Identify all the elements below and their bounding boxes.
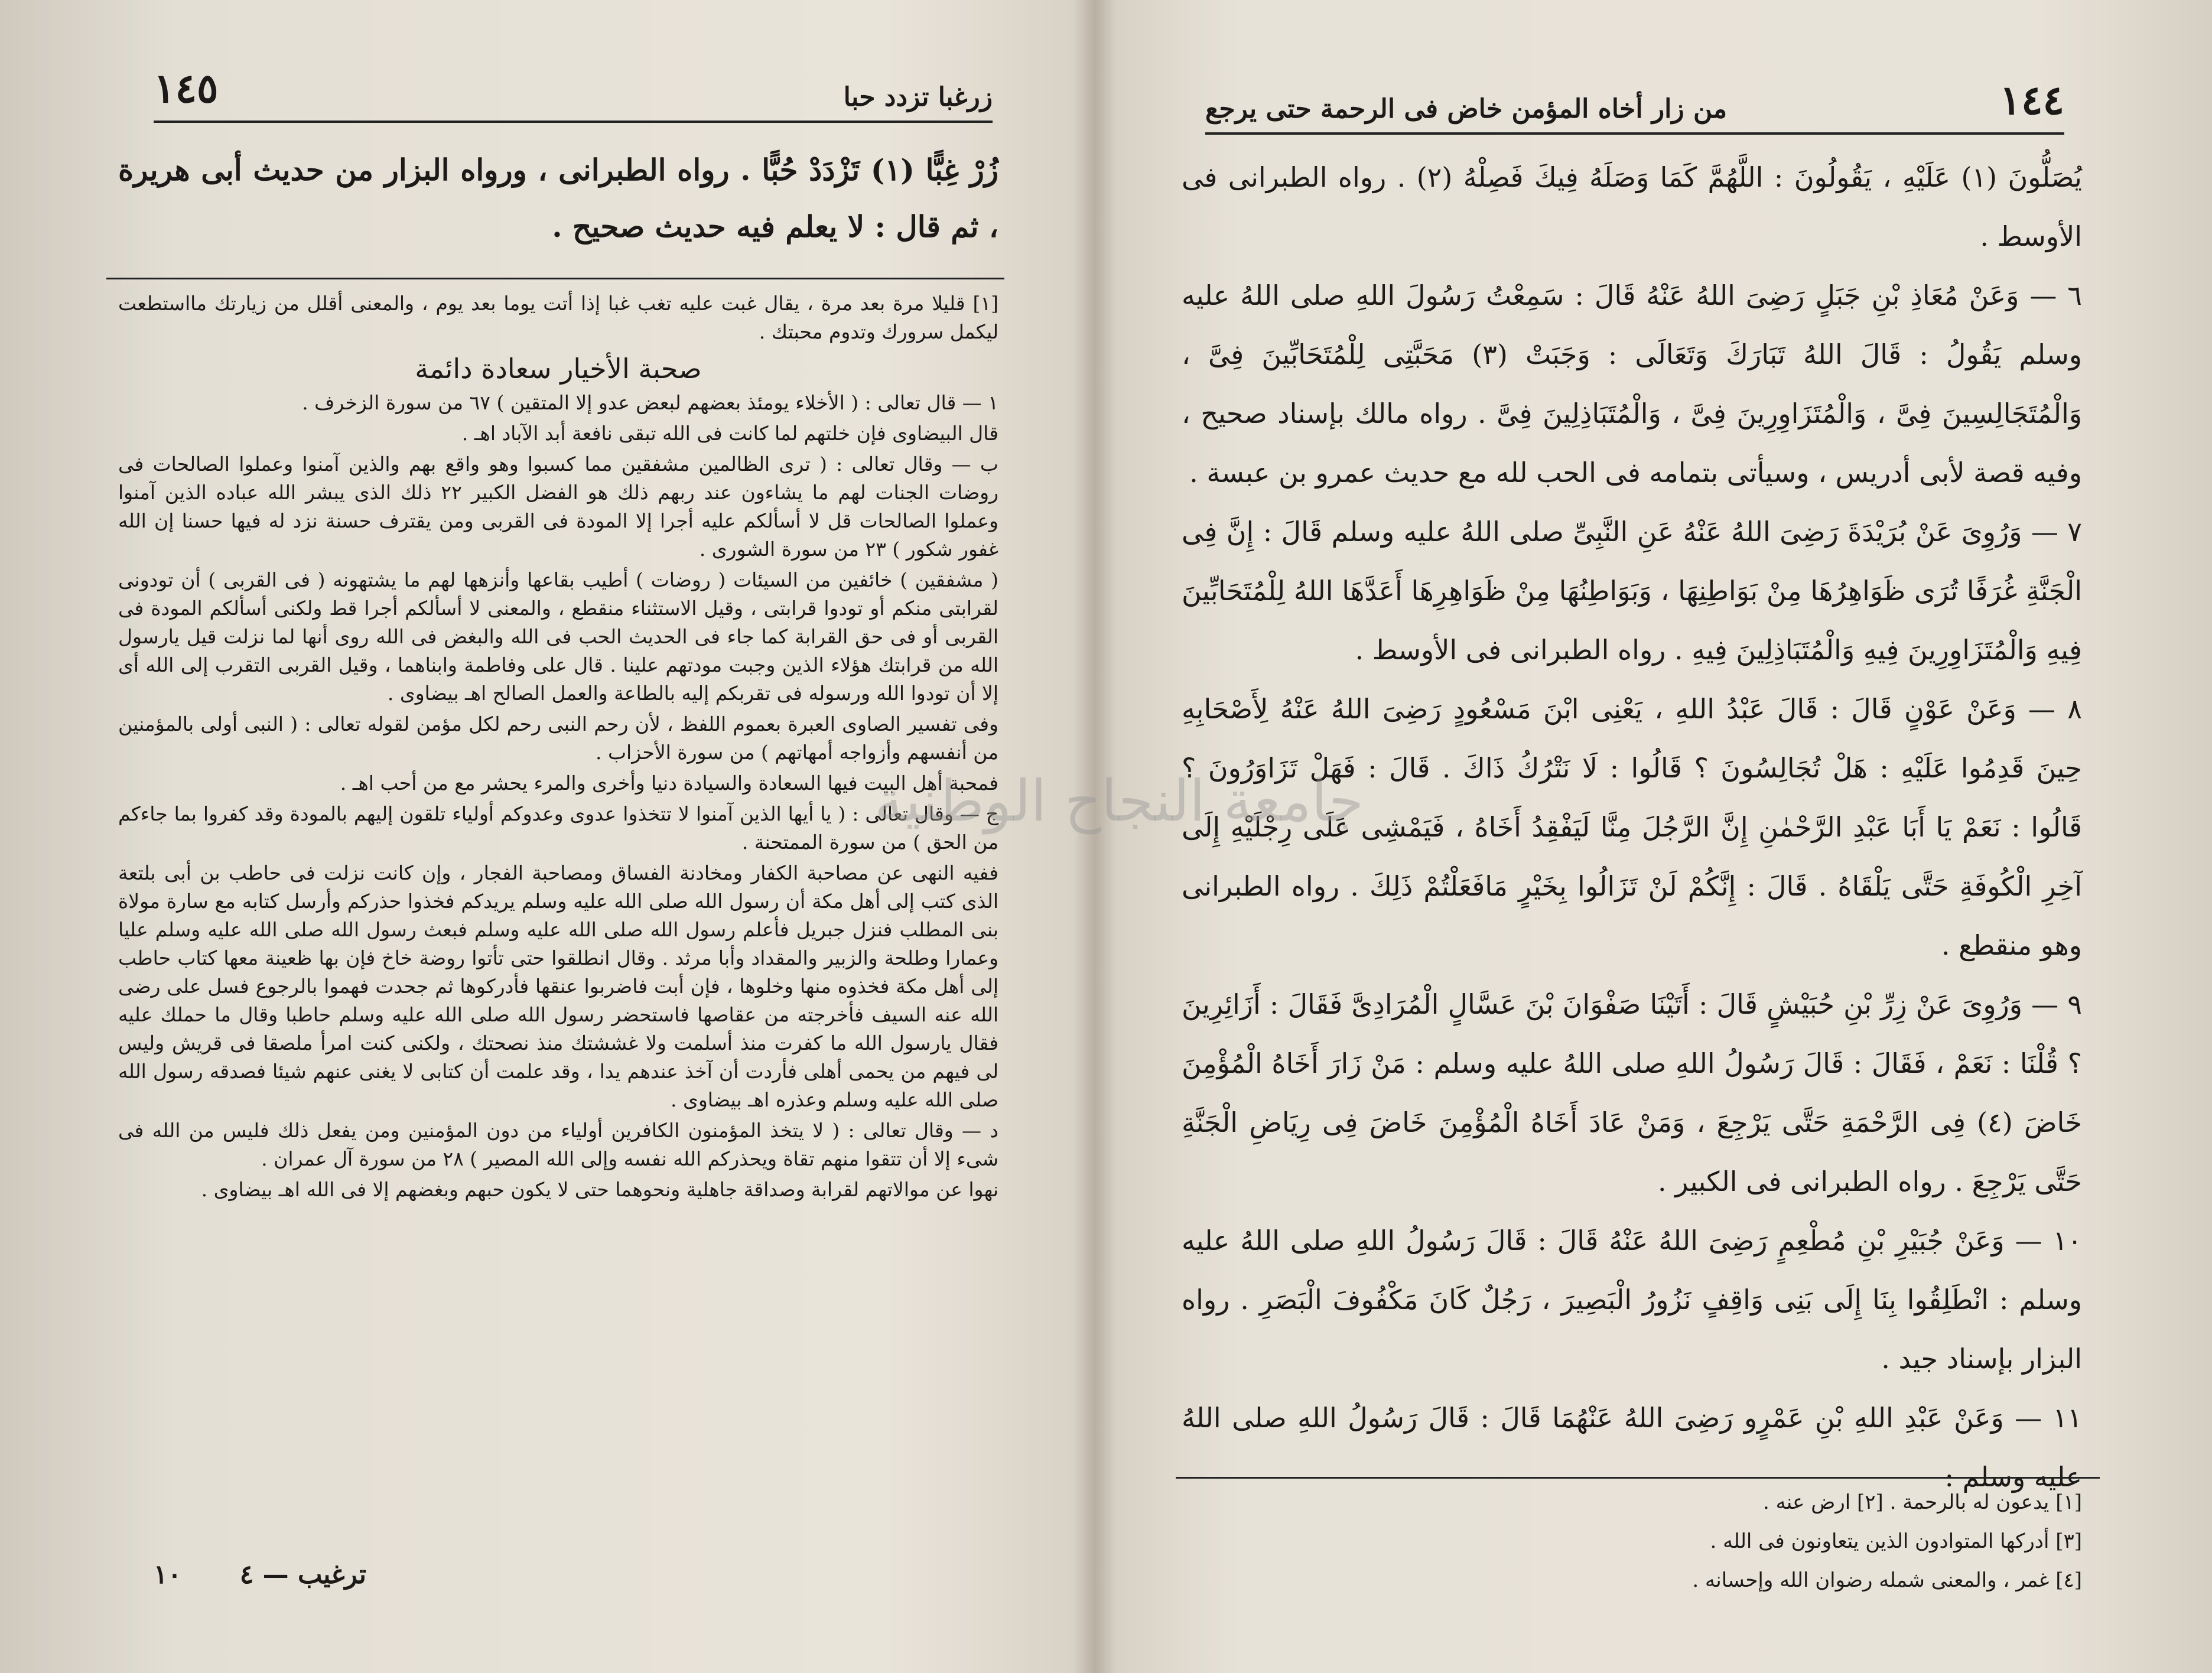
left-notes bbox=[118, 289, 998, 1206]
right-divider bbox=[1176, 1477, 2100, 1479]
para-9: ٩ — وَرُوِىَ عَنْ زِرِّ بْنِ حُبَيْشٍ قَالَ : أَتَيْنَا صَفْوَانَ بْنَ عَسَّالٍ الْمُرَادِىَّ فَقَالَ : أَزَائِرِينَ ؟ قُلْنَا : نَعَمْ ، فَقَالَ : قَالَ رَسُولُ اللهِ صلى اللهُ عليه وسلم : مَنْ زَارَ أَخَاهُ الْمُؤْمِنَ خَاضَ (٤) فِى الرَّحْمَةِ حَتَّى يَرْجِعَ ، وَمَنْ عَادَ أَخَاهُ الْمُؤْمِنَ خَاضَ فِى رِيَاضِ الْجَنَّةِ حَتَّى يَرْجِعَ . رواه الطبرانى فى الكبير . bbox=[1182, 988, 2082, 1197]
footer-number: ١٠ bbox=[154, 1560, 182, 1590]
item-1: ١ — قال تعالى : ( الأخلاء يومئذ بعضهم لبعض عدو إلا المتقين ) ٦٧ من سورة الزخرف . bbox=[302, 391, 998, 414]
library-watermark: جامعة النجاح الوطنية bbox=[874, 768, 1364, 834]
item-2: ب — وقال تعالى : ( ترى الظالمين مشفقين مما كسبوا وهو واقع بهم والذين آمنوا وعملوا الصالحات فى روضات الجنات لهم ما يشاءون عند ربهم ذلك هو الفضل الكبير ٢٢ ذلك الذى يبشر الله عباده الذين آمنوا وعملوا الصالحات قل لا أسألكم عليه أجرا إلا المودة فى القربى ومن يقترف حسنة نزد له فيها حسنا إن الله غفور شكور ) ٢٣ من سورة الشورى . bbox=[118, 453, 998, 561]
note-1: [١] قليلا مرة بعد مرة ، يقال غبت عليه تغب غبا إذا أتت يوما بعد يوم ، والمعنى أقلل من زيارتك مااستطعت ليكمل سرورك وتدوم محبتك . bbox=[118, 292, 998, 343]
left-page-header bbox=[154, 65, 993, 123]
section-title: صحبة الأخيار سعادة دائمة bbox=[415, 353, 702, 385]
right-running-head: من زار أخاه المؤمن خاض فى الرحمة حتى يرجع bbox=[1205, 94, 1728, 124]
para-8: ٨ — وَعَنْ عَوْنٍ قَالَ : قَالَ عَبْدُ اللهِ ، يَعْنِى ابْنَ مَسْعُودٍ رَضِىَ اللهُ عَنْهُ لِأَصْحَابِهِ حِينَ قَدِمُوا عَلَيْهِ : هَلْ تُجَالِسُونَ ؟ قَالُوا : لَا نَتْرُكُ ذَاكَ . قَالَ : فَهَلْ تَزَاوَرُونَ ؟ قَالُوا : نَعَمْ يَا أَبَا عَبْدِ الرَّحْمٰنِ إِنَّ الرَّجُلَ مِنَّا لَيَفْقِدُ أَخَاهُ ، فَيَمْشِى عَلَى رِجْلَيْهِ إِلَى آخِرِ الْكُوفَةِ حَتَّى يَلْقَاهُ . قَالَ : إِنَّكُمْ لَنْ تَزَالُوا بِخَيْرٍ مَافَعَلْتُمْ ذَلِكَ . رواه الطبرانى وهو منقطع . bbox=[1182, 693, 2082, 961]
left-page-number: ١٤٥ bbox=[154, 65, 219, 112]
item-1b: قال البيضاوى فإن خلتهم لما كانت فى الله تبقى نافعة أبد الآباد اهـ . bbox=[461, 422, 998, 445]
para-11: ١١ — وَعَنْ عَبْدِ اللهِ بْنِ عَمْرٍو رَضِىَ اللهُ عَنْهُمَا قَالَ : قَالَ رَسُولُ اللهِ صلى اللهُ عليه وسلم : bbox=[1182, 1402, 2082, 1493]
item-3: ج — وقال تعالى : ( يا أيها الذين آمنوا لا تتخذوا عدوى وعدوكم أولياء تلقون إليهم بالمودة وقد كفروا بما جاءكم من الحق ) من سورة الممتحنة . bbox=[118, 802, 998, 854]
para-10: ١٠ — وَعَنْ جُبَيْرِ بْنِ مُطْعِمٍ رَضِىَ اللهُ عَنْهُ قَالَ : قَالَ رَسُولُ اللهِ صلى اللهُ عليه وسلم : انْطَلِقُوا بِنَا إِلَى بَنِى وَاقِفٍ نَزُورُ الْبَصِيرَ ، رَجُلٌ كَانَ مَكْفُوفَ الْبَصَرِ . رواه البزار بإسناد جيد . bbox=[1182, 1225, 2082, 1375]
para-0: يُصَلُّونَ (١) عَلَيْهِ ، يَقُولُونَ : اللَّهُمَّ كَمَا وَصَلَهُ فِيكَ فَصِلْهُ (٢) . رواه الطبرانى فى الأوسط . bbox=[1182, 161, 2082, 252]
item-4b: نهوا عن موالاتهم لقرابة وصداقة جاهلية ونحوهما حتى لا يكون حبهم وبغضهم إلا فى الله اهـ بيضاوى . bbox=[201, 1178, 998, 1201]
footnote-3: [٣] أدركها المتوادون الذين يتعاونون فى الله . bbox=[1710, 1529, 2082, 1553]
right-page bbox=[1087, 0, 2212, 1673]
left-footer bbox=[154, 1560, 366, 1590]
para-7: ٧ — وَرُوِىَ عَنْ بُرَيْدَةَ رَضِىَ اللهُ عَنْهُ عَنِ النَّبِىِّ صلى اللهُ عليه وسلم قَالَ : إِنَّ فِى الْجَنَّةِ غُرَفًا تُرَى ظَوَاهِرُهَا مِنْ بَوَاطِنِهَا ، وَبَوَاطِنُهَا مِنْ ظَوَاهِرِهَا أَعَدَّهَا اللهُ لِلْمُتَحَابِّينَ فِيهِ وَالْمُتَزَاوِرِينَ فِيهِ وَالْمُتَبَاذِلِينَ فِيهِ . رواه الطبرانى فى الأوسط . bbox=[1182, 516, 2082, 666]
item-2b: ( مشفقين ) خائفين من السيئات ( روضات ) أطيب بقاعها وأنزهها لهم ما يشتهونه ( فى القربى ) أن تودونى لقرابتى منكم أو تودوا قرابتى ، وقيل الاستثناء منقطع ، والمعنى لا أسألكم أجرا قط ولكنى أسألكم المودة فى القربى أو فى حق القرابة كما جاء فى الحديث الحب فى الله والبغض فى الله روى أنها لما نزلت قيل يارسول الله من قرابتك هؤلاء الذين وجبت مودتهم علينا . قال على وفاطمة وابناهما ، وقيل القربى التقرب إلى الله أى إلا أن تودوا الله ورسوله فى تقربكم إليه بالطاعة والعمل الصالح اهـ بيضاوى . bbox=[118, 568, 998, 705]
right-page-number: ١٤٤ bbox=[1999, 77, 2064, 124]
footnote-1-2: [١] يدعون له بالرحمة . [٢] ارض عنه . bbox=[1763, 1490, 2082, 1514]
item-2c: وفى تفسير الصاوى العبرة بعموم اللفظ ، لأن رحم النبى رحم لكل مؤمن لقوله تعالى : ( النبى أولى بالمؤمنين من أنفسهم وأزواجه أمهاتهم ) من سورة الأحزاب . bbox=[118, 712, 998, 764]
right-page-header bbox=[1205, 77, 2064, 135]
right-footnotes bbox=[1182, 1483, 2082, 1600]
item-2d: فمحبة أهل البيت فيها السعادة والسيادة دنيا وأخرى والمرء يحشر مع من أحب اهـ . bbox=[340, 772, 998, 795]
left-page bbox=[0, 0, 1081, 1673]
left-main-text: زُرْ غِبًّا (١) تَزْدَدْ حُبًّا . رواه الطبرانى ، ورواه البزار من حديث أبى هريرة ، ثم قال : لا يعلم فيه حديث صحيح . bbox=[118, 152, 999, 244]
footnote-4: [٤] غمر ، والمعنى شمله رضوان الله وإحسانه . bbox=[1692, 1568, 2082, 1592]
para-6: ٦ — وَعَنْ مُعَاذِ بْنِ جَبَلٍ رَضِىَ اللهُ عَنْهُ قَالَ : سَمِعْتُ رَسُولَ اللهِ صلى اللهُ عليه وسلم يَقُولُ : قَالَ اللهُ تَبَارَكَ وَتَعَالَى : وَجَبَتْ (٣) مَحَبَّتِى لِلْمُتَحَابِّينَ فِىَّ ، وَالْمُتَجَالِسِينَ فِىَّ ، وَالْمُتَزَاوِرِينَ فِىَّ ، وَالْمُتَبَاذِلِينَ فِىَّ . رواه مالك بإسناد صحيح ، وفيه قصة لأبى أدريس ، وسيأتى بتمامه فى الحب لله مع حديث عمرو بن عبسة . bbox=[1182, 279, 2082, 489]
footer-text: ترغيب — ٤ bbox=[239, 1560, 366, 1590]
left-divider bbox=[106, 278, 1004, 279]
item-4: د — وقال تعالى : ( لا يتخذ المؤمنون الكافرين أولياء من دون المؤمنين ومن يفعل ذلك فليس من الله فى شىء إلا أن تتقوا منهم تقاة ويحذركم الله نفسه وإلى الله المصير ) ٢٨ من سورة آل عمران . bbox=[118, 1119, 998, 1170]
left-running-head: زرغبا تزدد حبا bbox=[843, 82, 993, 112]
item-3b: ففيه النهى عن مصاحبة الكفار ومخادنة الفساق ومصاحبة الفجار ، وإن كانت نزلت فى حاطب بن أبى بلتعة الذى كتب إلى أهل مكة أن رسول الله صلى الله عليه وسلم يريدكم فخذوا حذركم وأرسل كتابه مع سارة مولاة بنى المطلب فنزل جبريل فأعلم رسول الله صلى الله عليه وسلم فبعث رسول الله صلى الله عليه وسلم عليا وعمارا وطلحة والزبير والمقداد وأبا مرثد . وقال انطلقوا حتى تأتوا روضة خاخ فإن بها ظعينة معها كتاب حاطب إلى أهل مكة فخذوه منها وخلوها ، فإن أبت فاضربوا عنقها فأدركوها ثم جحدت فهموا بالرجوع فسل على رضى الله عنه السيف فأخرجته من عقاصها فاستحضر رسول الله صلى الله عليه وسلم حاطبا وقال ما حملك عليه فقال يارسول الله ما كفرت منذ أسلمت ولا غششتك منذ نصحتك ، ولكنى كنت امرأ ملصقا فى قريش وليس لى فيهم من يحمى أهلى فأردت أن آخذ عندهم يدا ، وقد علمت أن كتابى لا يغنى عنهم شيئا فصدقه رسول الله صلى الله عليه وسلم وعذره اهـ بيضاوى . bbox=[118, 861, 998, 1111]
